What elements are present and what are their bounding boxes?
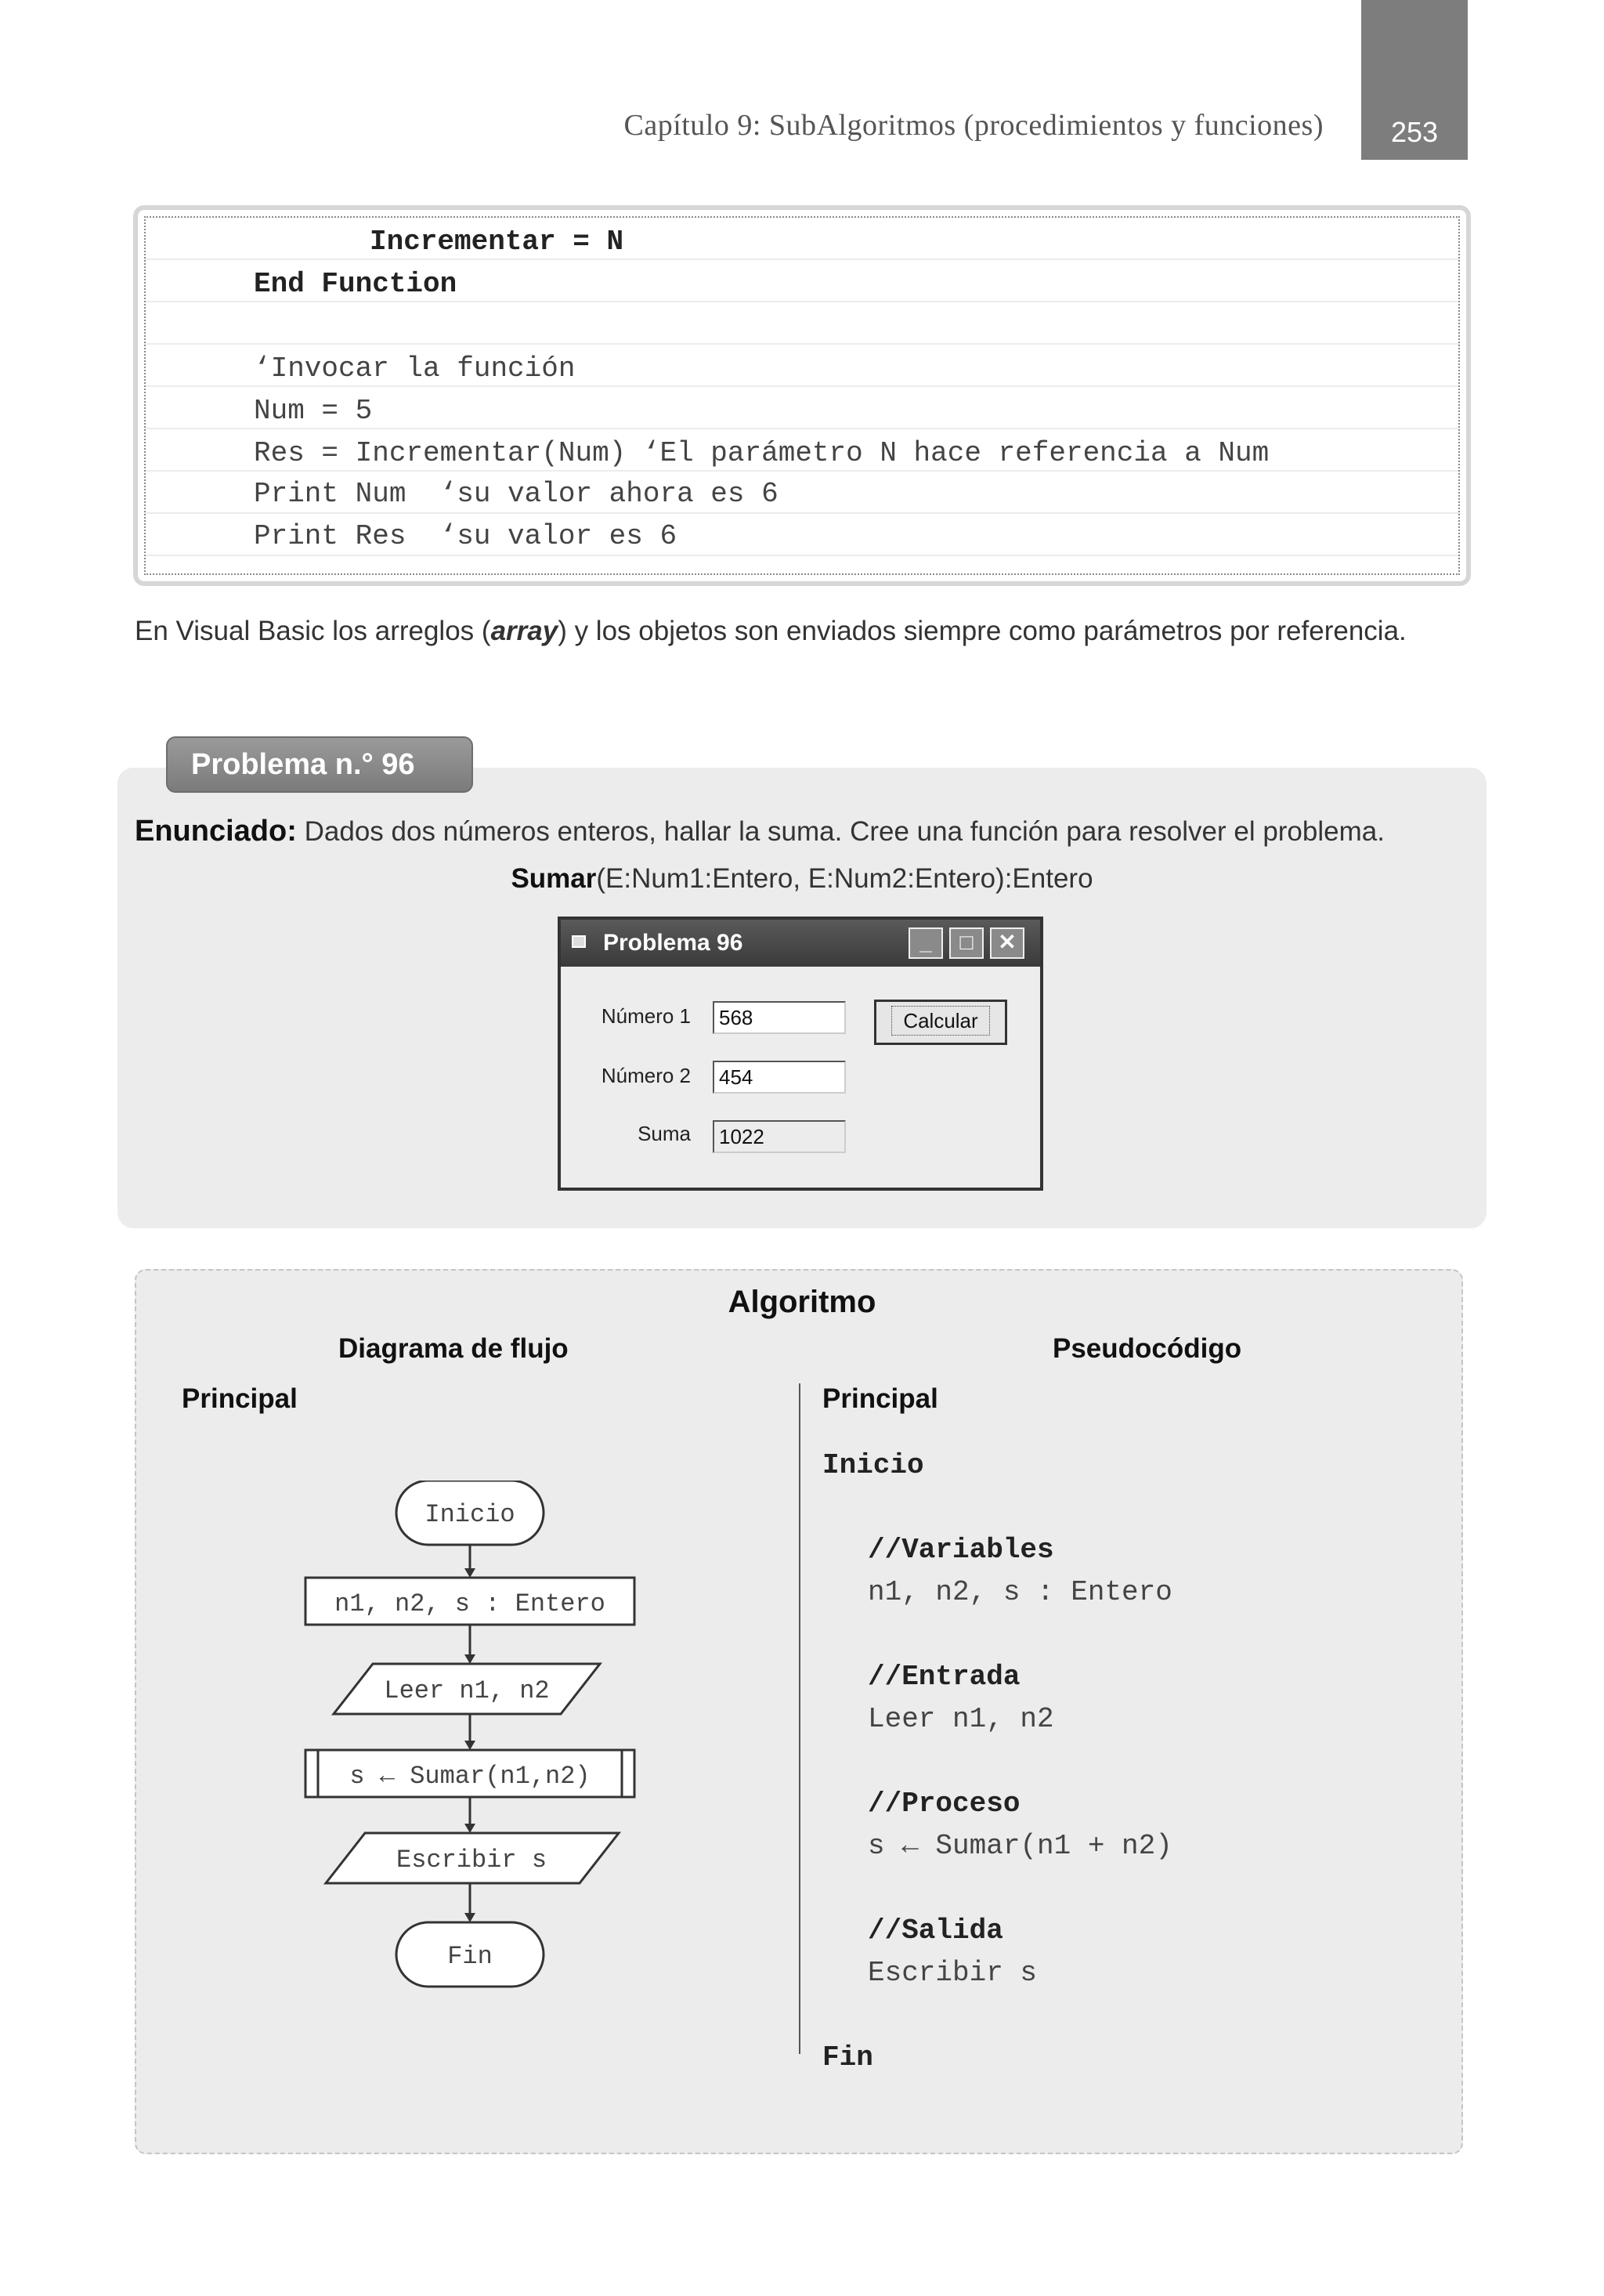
code-line-7: Print Num ‘su valor ahora es 6 — [254, 478, 779, 510]
signature-params: (E:Num1:Entero, E:Num2:Entero):Entero — [596, 863, 1093, 894]
paragraph-emphasis: array — [490, 616, 558, 646]
pseudo-principal: Principal — [822, 1383, 938, 1414]
input-numero-2[interactable]: 454 — [713, 1061, 846, 1094]
code-line-8: Print Res ‘su valor es 6 — [254, 520, 677, 552]
flow-arrowhead-5 — [464, 1913, 475, 1922]
pseudo-comment-proceso: //Proceso — [868, 1788, 1021, 1820]
pseudo-inicio: Inicio — [822, 1449, 924, 1481]
code-block — [133, 205, 1471, 586]
flow-arrowhead-3 — [464, 1741, 475, 1750]
window-app-icon — [572, 935, 586, 948]
window-title-bar[interactable] — [561, 920, 1040, 967]
code-line-5: Num = 5 — [254, 395, 373, 427]
minimize-button[interactable]: _ — [909, 927, 943, 959]
chapter-title: Capítulo 9: SubAlgoritmos (procedimientos y funciones) — [623, 109, 1324, 142]
pseudo-variables: n1, n2, s : Entero — [868, 1576, 1172, 1608]
pseudo-heading: Pseudocódigo — [1053, 1333, 1242, 1364]
flow-arrowhead-2 — [464, 1654, 475, 1664]
page-number-tab — [1361, 0, 1468, 160]
flow-end-label: Fin — [447, 1942, 493, 1971]
window-title: Problema 96 — [603, 930, 743, 956]
maximize-button[interactable]: □ — [949, 927, 984, 959]
code-line-6: Res = Incrementar(Num) ‘El parámetro N hace referencia a Num — [254, 437, 1270, 469]
flow-declare-label: n1, n2, s : Entero — [334, 1589, 605, 1618]
pseudo-comment-variables: //Variables — [868, 1534, 1054, 1566]
algorithm-title: Algoritmo — [728, 1285, 876, 1319]
pseudo-fin: Fin — [822, 2041, 873, 2074]
flow-start-label: Inicio — [424, 1500, 515, 1529]
code-line-1: Incrementar = N — [370, 226, 624, 258]
code-line-4: ‘Invocar la función — [254, 353, 576, 385]
code-line-2: End Function — [254, 268, 457, 300]
output-suma: 1022 — [713, 1120, 846, 1153]
problem-tab: Problema n.° 96 — [166, 736, 473, 793]
input-numero-1[interactable]: 568 — [713, 1001, 846, 1034]
paragraph-text-after: ) y los objetos son enviados siempre como parámetros por referencia. — [558, 616, 1407, 646]
flowchart — [290, 1481, 650, 2013]
label-numero-2: Número 2 — [601, 1064, 691, 1087]
paragraph-text-before: En Visual Basic los arreglos ( — [135, 616, 491, 646]
pseudo-comment-salida: //Salida — [868, 1915, 1003, 1947]
pseudo-entrada: Leer n1, n2 — [868, 1703, 1054, 1735]
flow-call-label: s ← Sumar(n1,n2) — [349, 1762, 591, 1791]
flow-heading: Diagrama de flujo — [338, 1333, 569, 1364]
flow-arrowhead-4 — [464, 1824, 475, 1833]
flow-principal: Principal — [182, 1383, 298, 1414]
calcular-button-label: Calcular — [891, 1006, 989, 1036]
code-block-inner — [144, 216, 1460, 575]
dialog-window — [558, 917, 1043, 1191]
enunciado-text: Dados dos números enteros, hallar la suma. Cree una función para resolver el problema. — [296, 816, 1385, 847]
enunciado-label: Enunciado: — [135, 815, 297, 848]
column-divider — [799, 1383, 800, 2054]
label-suma: Suma — [638, 1122, 691, 1145]
flow-arrowhead-1 — [464, 1568, 475, 1578]
pseudo-salida: Escribir s — [868, 1957, 1038, 1989]
problem-statement — [135, 815, 1482, 848]
flow-output-label: Escribir s — [396, 1846, 547, 1875]
flow-input-label: Leer n1, n2 — [384, 1676, 550, 1705]
page-number: 253 — [1390, 116, 1439, 148]
function-signature — [0, 863, 1604, 895]
pseudo-proceso: s ← Sumar(n1 + n2) — [868, 1830, 1172, 1862]
close-button[interactable]: ✕ — [990, 927, 1024, 959]
calcular-button[interactable] — [874, 1000, 1007, 1045]
signature-name: Sumar — [511, 863, 597, 894]
label-numero-1: Número 1 — [601, 1004, 691, 1028]
body-paragraph — [135, 616, 1482, 647]
pseudo-comment-entrada: //Entrada — [868, 1661, 1021, 1693]
